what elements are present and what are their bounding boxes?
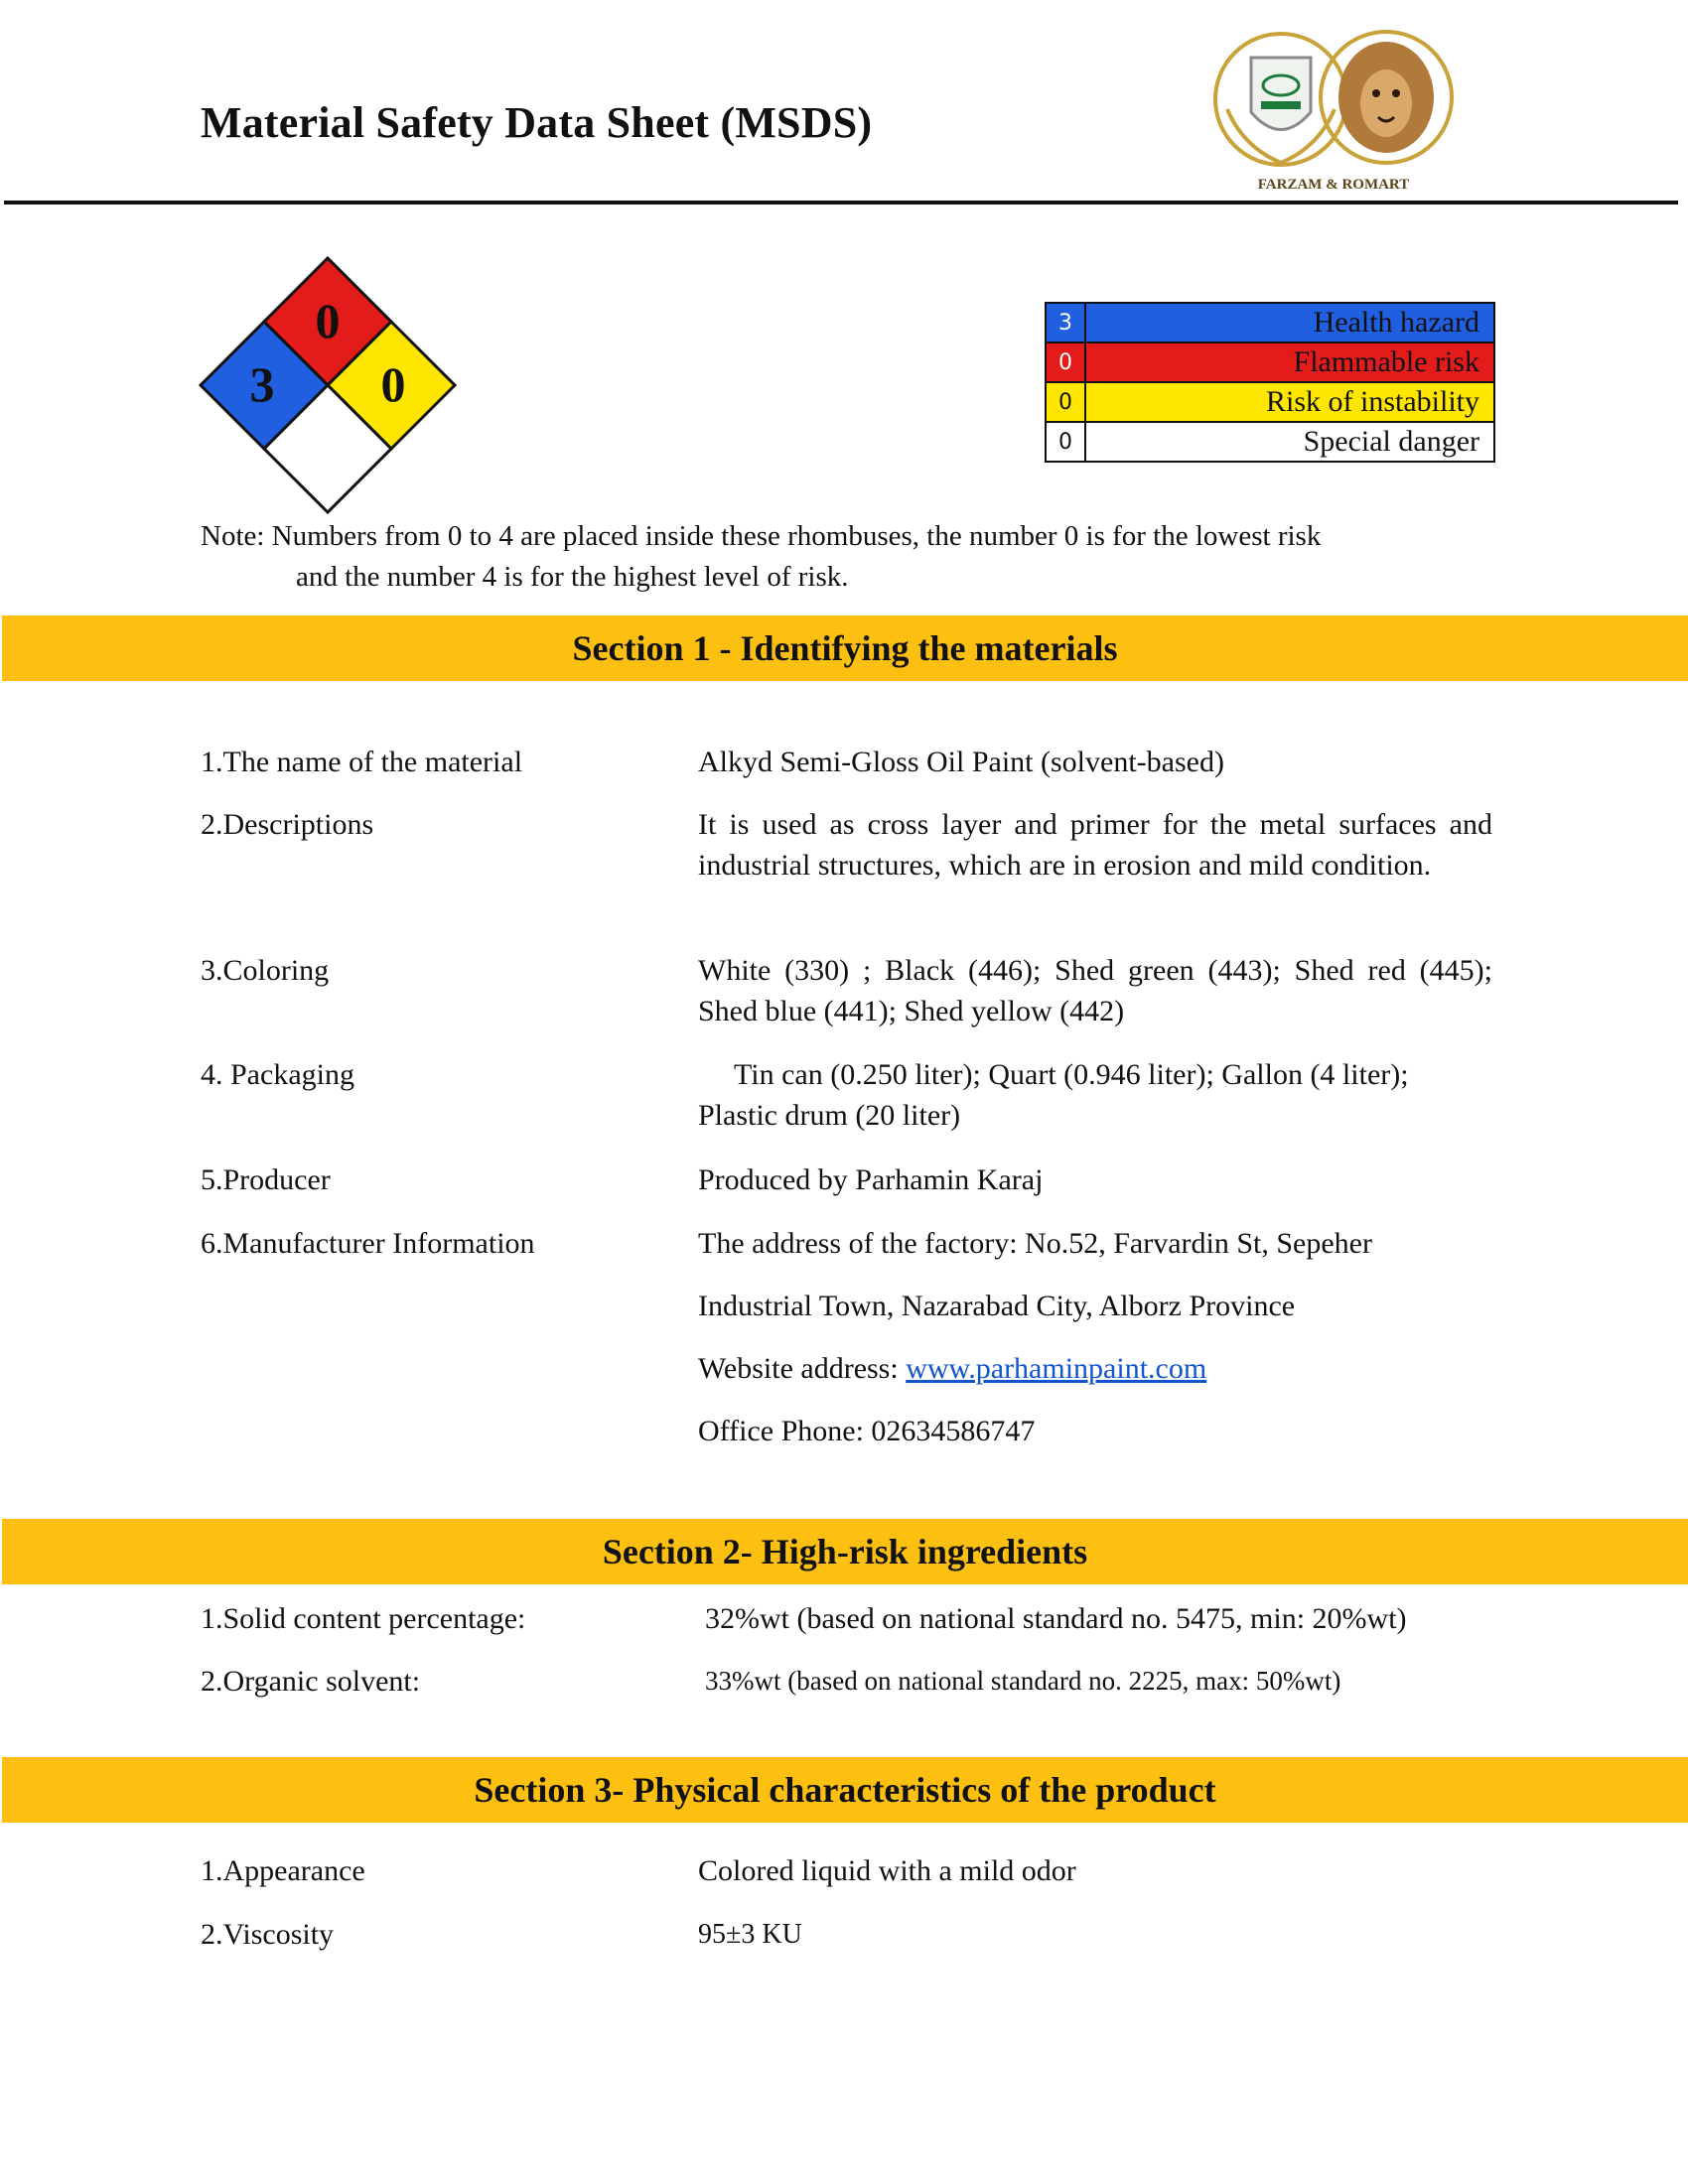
producer-label: 5.Producer	[201, 1163, 331, 1196]
descriptions-value: It is used as cross layer and primer for the metal surfaces and industrial structures, which are in erosion and mild condition.	[698, 808, 1492, 882]
flammability-value: 0	[315, 293, 341, 348]
hazard-label: Special danger	[1085, 422, 1494, 462]
solid-content-value: 32%wt (based on national standard no. 5475, min: 20%wt)	[705, 1602, 1407, 1635]
risk-scale-note	[201, 516, 1511, 598]
note-line-2: and the number 4 is for the highest level of risk.	[296, 561, 849, 593]
hazard-row-instability	[1046, 382, 1494, 422]
packaging-line-1: Tin can (0.250 liter); Quart (0.946 liter); Gallon (4 liter);	[734, 1058, 1409, 1091]
health-value: 3	[249, 356, 275, 412]
website-link[interactable]: www.parhaminpaint.com	[906, 1352, 1207, 1385]
viscosity-value: 95±3 KU	[698, 1919, 802, 1950]
company-logo	[1203, 18, 1464, 201]
hazard-row-special	[1046, 422, 1494, 462]
office-phone: Office Phone: 02634586747	[698, 1415, 1036, 1447]
solid-content-label: 1.Solid content percentage:	[201, 1602, 526, 1635]
appearance-label: 1.Appearance	[201, 1854, 365, 1887]
nfpa-hazard-diamond	[199, 256, 457, 514]
hazard-label: Risk of instability	[1085, 382, 1494, 422]
note-line-1: Note: Numbers from 0 to 4 are placed inside these rhombuses, the number 0 is for the lowest risk	[201, 520, 1322, 552]
hazard-legend-table	[1045, 302, 1495, 463]
manufacturer-info-label: 6.Manufacturer Information	[201, 1227, 535, 1260]
page-title: Material Safety Data Sheet (MSDS)	[201, 98, 873, 147]
material-name-value: Alkyd Semi-Gloss Oil Paint (solvent-based)	[698, 746, 1224, 778]
section-2-header: Section 2- High-risk ingredients	[2, 1519, 1688, 1584]
hazard-label: Health hazard	[1085, 303, 1494, 342]
instability-value: 0	[380, 356, 406, 412]
hazard-row-health	[1046, 303, 1494, 342]
logo-emblem-icon	[1203, 18, 1464, 177]
logo-caption: FARZAM & ROMART	[1257, 177, 1410, 193]
organic-solvent-label: 2.Organic solvent:	[201, 1665, 421, 1698]
header-divider	[4, 201, 1678, 205]
descriptions-label: 2.Descriptions	[201, 808, 374, 841]
hazard-value: 0	[1046, 342, 1085, 382]
material-name-label: 1.The name of the material	[201, 746, 523, 778]
packaging-line-2: Plastic drum (20 liter)	[698, 1099, 961, 1132]
section-1-header: Section 1 - Identifying the materials	[2, 615, 1688, 681]
packaging-label: 4. Packaging	[201, 1058, 354, 1091]
hazard-value: 0	[1046, 382, 1085, 422]
hazard-row-flammable	[1046, 342, 1494, 382]
website-prefix: Website address:	[698, 1352, 907, 1385]
producer-value: Produced by Parhamin Karaj	[698, 1163, 1044, 1196]
coloring-label: 3.Coloring	[201, 954, 330, 987]
section-3-header: Section 3- Physical characteristics of the product	[2, 1757, 1688, 1823]
appearance-value: Colored liquid with a mild odor	[698, 1854, 1076, 1887]
factory-address-line-1: The address of the factory: No.52, Farvardin St, Sepeher	[698, 1227, 1372, 1260]
packaging-value	[698, 1054, 1492, 1136]
website-row	[698, 1348, 1492, 1389]
hazard-value: 0	[1046, 422, 1085, 462]
organic-solvent-value: 33%wt (based on national standard no. 2225, max: 50%wt)	[705, 1666, 1341, 1696]
viscosity-label: 2.Viscosity	[201, 1918, 335, 1951]
coloring-value: White (330) ; Black (446); Shed green (443); Shed red (445); Shed blue (441); Shed yellow (442)	[698, 954, 1492, 1027]
hazard-label: Flammable risk	[1085, 342, 1494, 382]
factory-address-line-2: Industrial Town, Nazarabad City, Alborz Province	[698, 1290, 1296, 1322]
hazard-value: 3	[1046, 303, 1085, 342]
